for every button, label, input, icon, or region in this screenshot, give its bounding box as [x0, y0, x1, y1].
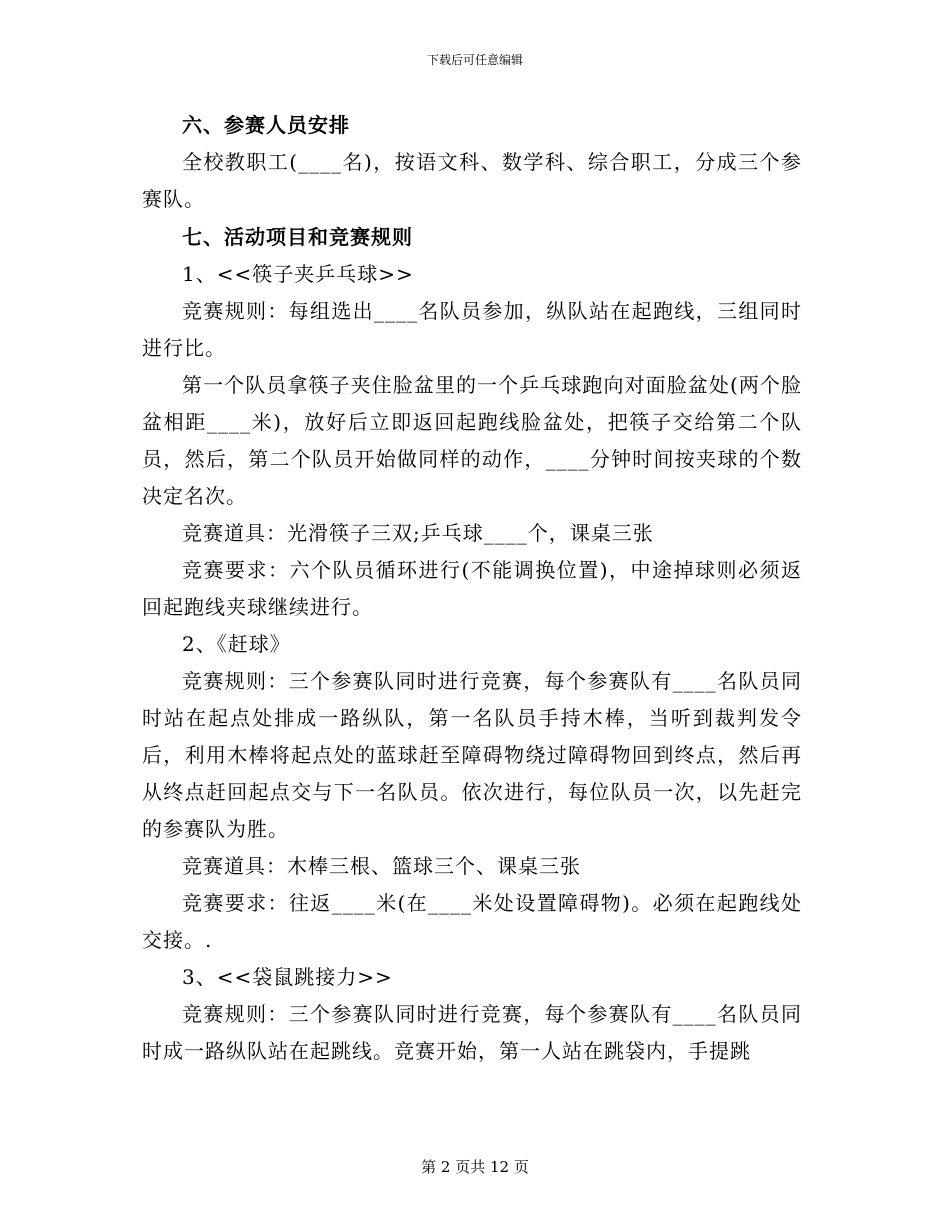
- page-header-note: 下载后可任意编辑: [426, 53, 523, 67]
- paragraph-requirement-2: 竞赛要求：往返____米(在____米处设置障碍物)。必须在起跑线处交接。.: [142, 891, 802, 952]
- paragraph-requirement-1: 竞赛要求：六个队员循环进行(不能调换位置)，中途掉球则必须返回起跑线夹球继续进行。: [142, 558, 802, 619]
- paragraph-rule-1: 竞赛规则：每组选出____名队员参加，纵队站在起跑线，三组同时进行比。: [142, 299, 802, 360]
- section-heading-7: 七、活动项目和竞赛规则: [182, 225, 413, 249]
- item-title-2: 2、《赶球》: [182, 632, 291, 656]
- section-heading-6: 六、参赛人员安排: [182, 113, 350, 137]
- paragraph-participants: 全校教职工(____名)，按语文科、数学科、综合职工，分成三个参赛队。: [142, 150, 802, 211]
- paragraph-props-2: 竞赛道具：木棒三根、篮球三个、课桌三张: [182, 854, 581, 878]
- item-title-3: 3、<<袋鼠跳接力>>: [182, 965, 393, 989]
- document-body: [142, 106, 802, 1070]
- paragraph-rule-2: 竞赛规则：三个参赛队同时进行竞赛，每个参赛队有____名队员同时站在起点处排成一路纵队，第一名队员手持木棒，当听到裁判发令后，利用木棒将起点处的蓝球赶至障碍物绕过障碍物回到终点，然后再从终点赶回起点交与下一名队员。依次进行，每位队员一次，以先赶完的参赛队为胜。: [142, 669, 802, 841]
- paragraph-props-1: 竞赛道具：光滑筷子三双;乒乓球____个，课桌三张: [182, 521, 654, 545]
- item-title-1: 1、<<筷子夹乒乓球>>: [182, 262, 414, 286]
- page-number-footer: 第 2 页共 12 页: [421, 1158, 529, 1176]
- paragraph-rule-3: 竞赛规则：三个参赛队同时进行竞赛，每个参赛队有____名队员同时成一路纵队站在起跳线。竞赛开始，第一人站在跳袋内，手提跳: [142, 1002, 802, 1063]
- paragraph-process-1: 第一个队员拿筷子夹住脸盆里的一个乒乓球跑向对面脸盆处(两个脸盆相距____米)，放好后立即返回起跑线脸盆处，把筷子交给第二个队员，然后，第二个队员开始做同样的动作，____分钟时间按夹球的个数决定名次。: [142, 373, 802, 508]
